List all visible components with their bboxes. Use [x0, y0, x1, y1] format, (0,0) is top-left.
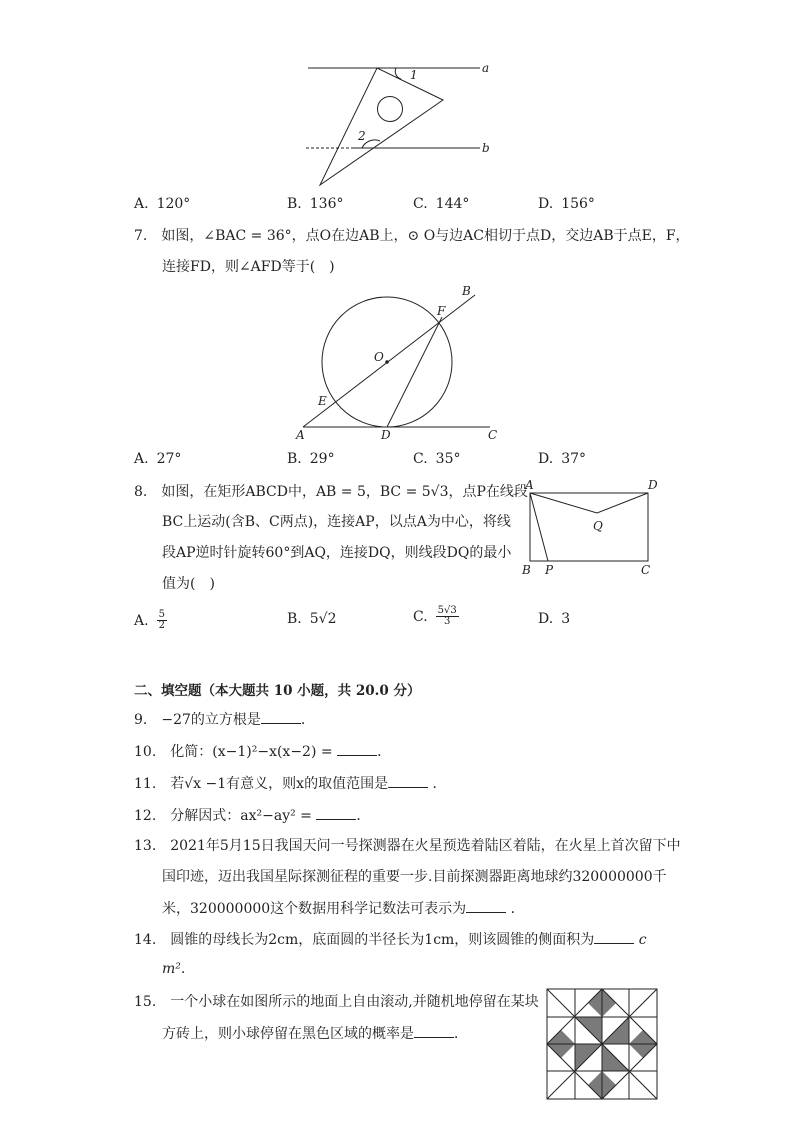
q6-option-c: C. 144°	[413, 196, 470, 212]
label-D: D	[648, 478, 658, 492]
section-heading: 二、填空题（本大题共 10 小题，共 20.0 分）	[134, 683, 421, 699]
line-label-a: a	[482, 61, 490, 75]
label-A: A	[296, 428, 305, 442]
angle-label-1: 1	[410, 68, 418, 82]
label-P: P	[545, 563, 554, 577]
q7-option-c: C. 35°	[413, 451, 461, 467]
q15-text-line2: 方砖上，则小球停留在黑色区域的概率是 ．	[162, 1023, 468, 1044]
angle-label-2: 2	[358, 129, 366, 143]
label-D: D	[381, 428, 391, 442]
q14-text-line1: 14. 圆锥的母线长为2cm，底面圆的半径长为1cm，则该圆锥的侧面积为 c	[134, 929, 647, 950]
label-A: A	[525, 478, 534, 492]
q7-option-d: D. 37°	[538, 451, 587, 467]
q8-text-line4: 值为( )	[162, 576, 215, 592]
q7-text-line1: 7. 如图，∠BAC = 36°，点O在边AB上，⊙ O与边AC相切于点D，交边AB于点E，F，	[134, 228, 690, 244]
q11-text: 11. 若√x −1有意义，则x的取值范围是 ．	[134, 773, 447, 794]
label-E: E	[318, 394, 327, 408]
q7-option-b: B. 29°	[287, 451, 335, 467]
q8-option-a: A. $\frac{5}{2}$	[134, 609, 165, 631]
q13-text-line2: 国印迹，迈出我国星际探测征程的重要一步.目前探测器距离地球约320000000千	[162, 869, 667, 885]
q12-text: 12. 分解因式：ax²−ay² = ．	[134, 805, 370, 826]
q14-text-line2: m².	[162, 961, 186, 977]
label-O: O	[374, 350, 384, 364]
q6-option-b: B. 136°	[287, 196, 344, 212]
q8-option-c: C. $\frac{5√3}{3}$	[413, 605, 457, 627]
q9-text: 9. −27的立方根是 ．	[134, 709, 315, 730]
q15-text-line1: 15. 一个小球在如图所示的地面上自由滚动,并随机地停留在某块	[134, 994, 539, 1010]
label-Q: Q	[593, 519, 603, 533]
label-B: B	[462, 284, 471, 298]
label-B: B	[522, 563, 531, 577]
q6-option-d: D. 156°	[538, 196, 595, 212]
q6-option-a: A. 120°	[134, 196, 191, 212]
label-C: C	[641, 563, 651, 577]
q8-option-b: B. 5√2	[287, 611, 337, 627]
q8-option-d: D. 3	[538, 611, 571, 627]
parallel-lines-figure	[300, 55, 500, 190]
label-C: C	[488, 428, 498, 442]
q8-text-line2: BC上运动(含B、C两点)，连接AP，以点A为中心，将线	[162, 514, 511, 530]
rectangle-figure	[518, 475, 668, 580]
q8-text-line3: 段AP逆时针旋转60°到AQ，连接DQ，则线段DQ的最小	[162, 545, 512, 561]
q7-option-a: A. 27°	[134, 451, 182, 467]
q8-text-line1: 8. 如图，在矩形ABCD中，AB = 5，BC = 5√3，点P在线段	[134, 484, 528, 500]
label-F: F	[437, 304, 446, 318]
q7-text-line2: 连接FD，则∠AFD等于( )	[162, 259, 335, 275]
q13-text-line3: 米，320000000这个数据用科学记数法可表示为 ．	[162, 898, 525, 919]
tile-floor-figure	[546, 988, 658, 1100]
line-label-b: b	[482, 141, 490, 155]
q10-text: 10. 化简：(x−1)²−x(x−2) = ．	[134, 741, 391, 762]
q13-text-line1: 13. 2021年5月15日我国天问一号探测器在火星预选着陆区着陆，在火星上首次留下中	[134, 838, 681, 854]
circle-tangent-figure	[290, 280, 510, 445]
